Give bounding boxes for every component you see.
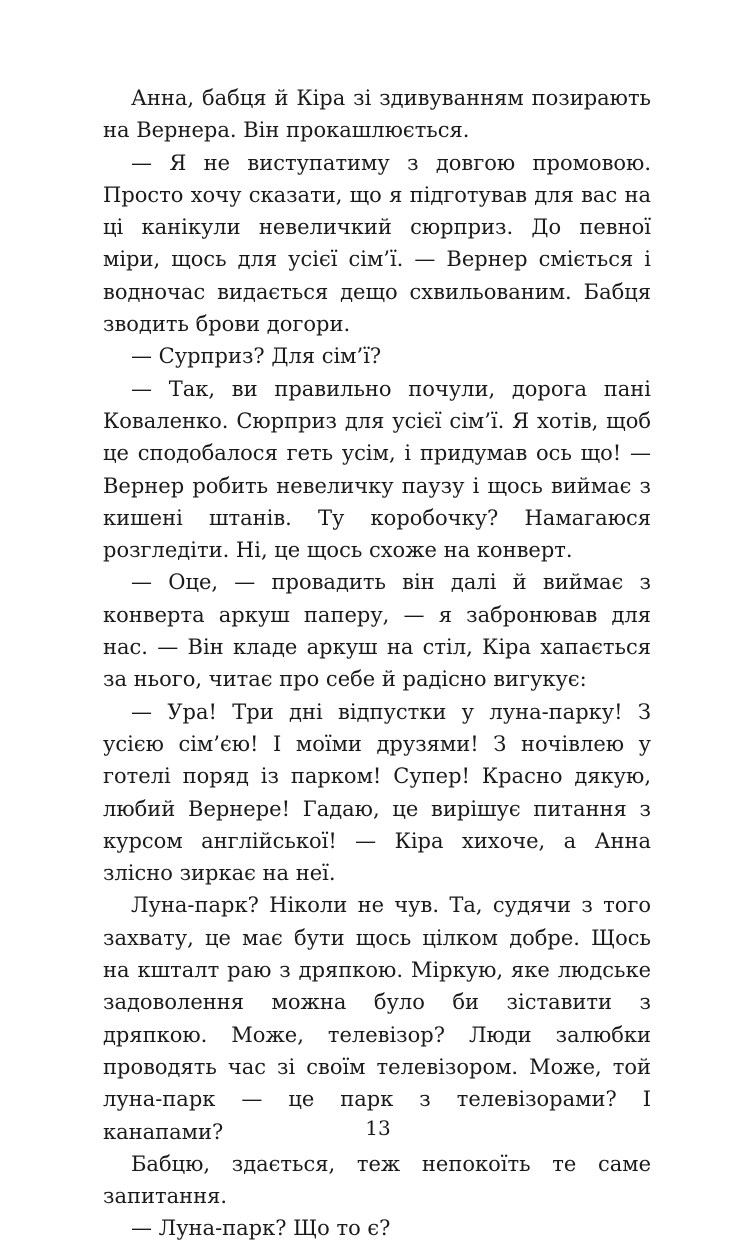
page-number: 13 — [365, 1116, 391, 1140]
paragraph: — Я не виступатиму з довгою промовою. Просто хочу сказати, що я підготував для вас на ці канікули невеличкий сюрприз. До певної міри, щось для усієї сім’ї. — Вернер сміється і водночас видається дещо схвильованим. Бабця зводить брови догори. — [103, 150, 651, 337]
paragraph: — Оце, — провадить він далі й виймає з конверта аркуш паперу, — я забронював для нас. — Він кладе аркуш на стіл, Кіра хапається за нього, читає про себе й радісно вигукує: — [103, 570, 651, 692]
paragraph: Бабцю, здається, теж непокоїть те саме запитання. — [103, 1151, 651, 1209]
paragraph: Анна, бабця й Кіра зі здивуванням позирають на Вернера. Він прокашлюється. — [103, 86, 651, 143]
paragraph: — Так, ви правильно почули, дорога пані Коваленко. Сюрприз для усієї сім’ї. Я хотів, щоб це сподобалося геть усім, і придумав ось що! — Вернер робить невеличку паузу і щось виймає з кишені штанів. Ту коробочку? Намагаюся розгледіти. Ні, це щось схоже на конверт. — [103, 376, 651, 563]
paragraph: — Сурприз? Для сім’ї? — [131, 344, 382, 369]
page-body-text — [103, 82, 651, 1245]
paragraph: — Ура! Три дні відпустки у луна-парку! З усією сім’єю! І моїми друзями! З ночівлею у готелі поряд із парком! Супер! Красно дякую, любий Вернере! Гадаю, це вирішує питання з курсом англійської! — Кіра хихоче, а Анна злісно зиркає на неї. — [103, 699, 651, 886]
paragraph: — Луна-парк? Що то є? — [131, 1216, 391, 1241]
paragraph: Луна-парк? Ніколи не чув. Та, судячи з того захвату, це має бути щось цілком добре. Щось на кшталт раю з дряпкою. Міркую, яке людське задоволення можна було би зіставити з дряпкою. Може, телевізор? Люди залюбки проводять час зі своїм телевізором. Може, той луна-парк — це парк з телевізорами? І канапами? — [103, 893, 651, 1144]
